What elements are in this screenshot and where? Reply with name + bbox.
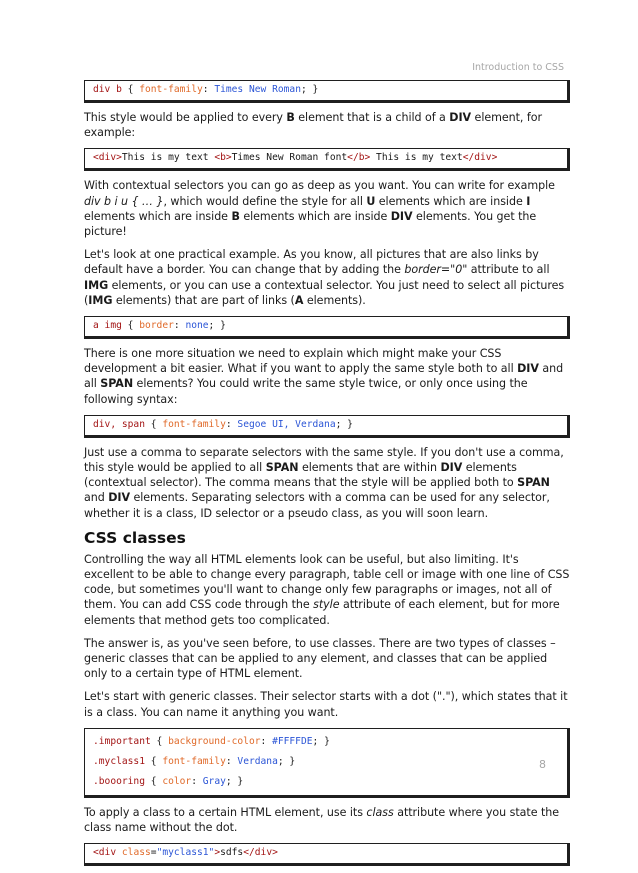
paragraph-apply-class (84, 805, 570, 835)
paragraph-child-style (84, 110, 570, 140)
css-selector: .myclass1 (93, 755, 145, 767)
brace: { (144, 418, 163, 430)
text: Controlling the way all HTML elements look can be useful, but also limiting. It's excellent to be able to change every paragraph, table cell or image with one line of CSS code, but sometimes you'll want to change only few paragraphs or images, not all of them. You can add CSS code through the (84, 552, 570, 612)
css-selector: div b (93, 84, 122, 95)
text: elements which are inside (375, 194, 527, 208)
equals: = (150, 847, 157, 859)
text: To apply a class to a certain HTML element, use its (84, 805, 367, 819)
colon: : (202, 84, 215, 95)
text: There is one more situation we need to explain which might make your CSS development a bit easier. What if you want to apply the same style both to all (84, 347, 518, 376)
css-value: Segoe UI, Verdana (237, 418, 336, 430)
code-line (93, 752, 559, 772)
italic-text: div b i u { … } (84, 194, 164, 208)
bold-text: DIV (390, 209, 413, 223)
text: elements (contextual selector). The comma means that the style will be applied both to (84, 461, 518, 490)
bold-text: DIV (440, 461, 463, 475)
text: elements that are within (298, 461, 441, 475)
css-value: Gray (202, 775, 226, 787)
css-property: font-family (162, 418, 226, 430)
brace: ; } (300, 84, 319, 95)
italic-text: style (313, 598, 340, 612)
code-block-html-example (84, 148, 570, 171)
html-tag: </div> (243, 847, 278, 859)
css-property: font-family (139, 84, 203, 95)
brace: { (144, 755, 163, 767)
html-text: This is my text (370, 152, 463, 164)
colon: : (225, 418, 238, 430)
brace: { (121, 320, 140, 332)
italic-text: border="0" (404, 263, 468, 277)
css-value: #FFFFDE (272, 735, 313, 747)
html-text: This is my text (121, 152, 215, 164)
text: attribute where you state the class name without the dot. (84, 805, 560, 835)
colon: : (225, 755, 238, 767)
html-tag: <div (93, 847, 122, 859)
brace: ; } (312, 735, 330, 747)
code-block-div-span (84, 415, 570, 438)
text: elements which are inside (84, 209, 232, 223)
brace: { (144, 775, 163, 787)
attribute-value: "myclass1" (156, 847, 215, 859)
paragraph-contextual-depth (84, 178, 570, 239)
page-number: 8 (539, 758, 546, 771)
bold-text: U (366, 194, 376, 208)
italic-text: class (366, 805, 394, 819)
brace: ; } (208, 320, 226, 332)
text: Just use a comma to separate selectors with the same style. If you don't use a comma, this style would be applied to all (84, 445, 564, 475)
text: elements. Separating selectors with a comma can be used for any selector, whether it is a class, ID selector or a pseudo class, as you will soon learn. (84, 491, 550, 520)
paragraph-practical-example (84, 247, 570, 308)
html-text: sdfs (220, 847, 244, 859)
text: elements). (303, 293, 366, 307)
text: and (84, 491, 109, 505)
bold-text: SPAN (517, 476, 550, 490)
paragraph-answer: The answer is, as you've seen before, to use classes. There are two types of classes – generic classes that can be applied to any element, and classes that can be applied only to a certain type of HTML element. (84, 636, 556, 681)
text: elements. You get the picture! (84, 209, 537, 239)
bold-text: IMG (84, 278, 109, 292)
css-property: background-color (168, 735, 261, 747)
code-block-div-class (84, 843, 570, 866)
css-selector: .important (93, 735, 151, 747)
css-value: Verdana (237, 755, 278, 767)
text: Let's look at one practical example. As you know, all pictures that are also links by default have a border. You can change that by adding the (84, 248, 539, 277)
brace: { (121, 84, 140, 95)
text: , which would define the style for all (163, 194, 367, 208)
text: element that is a child of a (294, 111, 450, 124)
text: With contextual selectors you can go as deep as you want. You can write for example (84, 179, 555, 193)
document-body (84, 80, 570, 873)
css-property: color (162, 775, 192, 787)
brace: ; } (335, 418, 353, 430)
text: elements? You could write the same style twice, or only once using the following syntax: (84, 377, 528, 406)
bold-text: SPAN (265, 461, 299, 475)
bold-text: IMG (88, 293, 113, 307)
code-block-a-img (84, 316, 570, 339)
brace: { (150, 735, 169, 747)
text: element, for example: (84, 111, 542, 140)
paragraph-controlling (84, 552, 570, 628)
text: and all (84, 362, 564, 391)
colon: : (191, 775, 203, 787)
bold-text: I (526, 194, 531, 208)
bold-text: SPAN (100, 377, 134, 391)
bold-text: DIV (517, 362, 539, 376)
colon: : (260, 735, 273, 747)
text: elements which are inside (239, 209, 391, 223)
html-tag: <b> (214, 152, 232, 164)
page-header: Introduction to CSS (472, 62, 564, 73)
html-tag: </div> (462, 152, 498, 164)
paragraph-generic-classes: Let's start with generic classes. Their selector starts with a dot ("."), which states that it is a class. You can name it anything you want. (84, 690, 568, 719)
paragraph-comma-selectors (84, 445, 570, 521)
text: elements, or you can use a contextual selector. You just need to select all pictures ( (84, 278, 565, 307)
code-line (93, 772, 559, 792)
text: elements) that are part of links ( (112, 293, 295, 307)
html-tag: > (214, 847, 221, 859)
css-selector: a img (93, 320, 122, 332)
css-value: Times New Roman (214, 84, 301, 95)
bold-text: DIV (108, 491, 130, 505)
css-property: font-family (162, 755, 226, 767)
html-tag: </b> (347, 152, 371, 164)
colon: : (173, 320, 186, 332)
text: attribute to all (467, 263, 550, 277)
section-heading: CSS classes (84, 528, 186, 547)
code-line (93, 732, 559, 752)
css-selector: div, span (93, 418, 145, 430)
bold-text: DIV (449, 111, 472, 124)
code-block-classes (84, 728, 570, 798)
bold-text: B (231, 209, 240, 223)
css-value: none (185, 320, 209, 332)
css-property: border (139, 320, 174, 332)
code-block-div-b (84, 80, 570, 103)
brace: ; } (277, 755, 296, 767)
brace: ; } (225, 775, 244, 787)
paragraph-same-style (84, 346, 570, 407)
bold-text: A (294, 293, 304, 307)
html-attribute: class (121, 847, 151, 859)
text: This style would be applied to every (84, 111, 287, 124)
text: attribute of each element, but for more elements that method gets too complicated. (84, 598, 560, 627)
html-tag: <div> (93, 152, 122, 164)
html-text: Times New Roman font (231, 152, 348, 164)
css-selector: .boooring (93, 775, 145, 787)
bold-text: B (286, 111, 295, 124)
